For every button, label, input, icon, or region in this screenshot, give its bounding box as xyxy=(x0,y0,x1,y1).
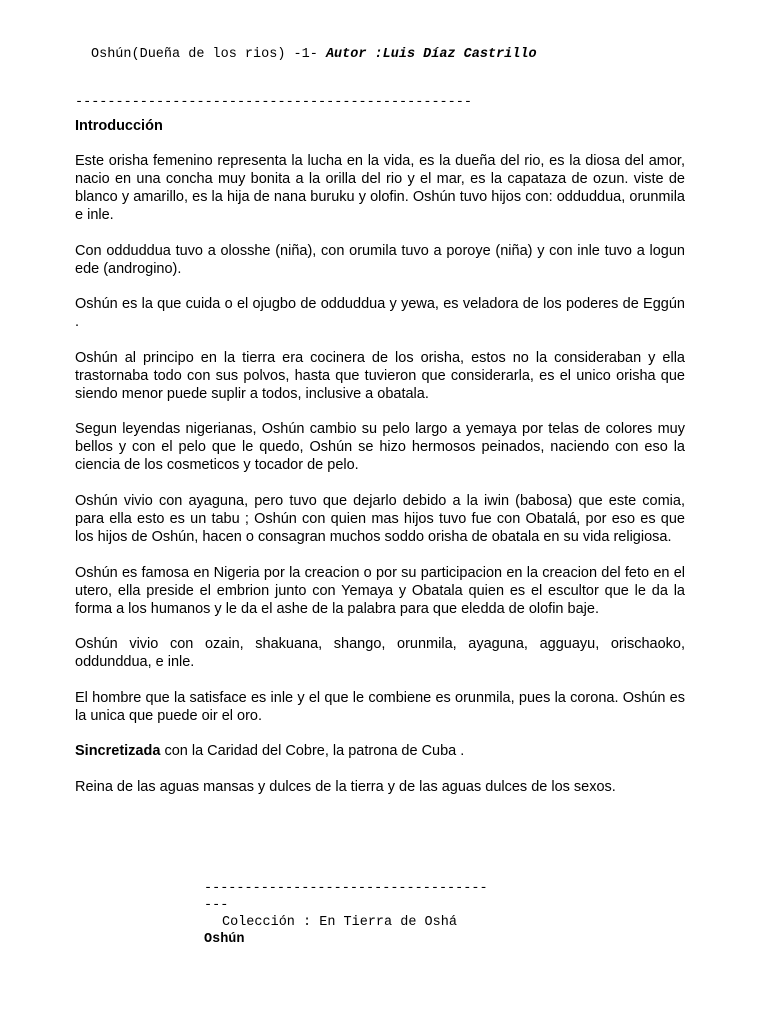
document-body xyxy=(75,117,685,814)
sincretizada-text: con la Caridad del Cobre, la patrona de Cuba . xyxy=(160,743,465,760)
paragraph: Oshún al principo en la tierra era cocinera de los orisha, estos no la consideraban y ella trastornaba todo con sus polvos, hasta que tuvieron que considerarla, es el unico orisha que siendo menor puede suplir a todos, inclusive a obatala. xyxy=(75,349,685,402)
document-header xyxy=(75,45,715,64)
collection-name: Oshún xyxy=(204,932,245,947)
sincretizada-label: Sincretizada xyxy=(75,743,161,760)
paragraph: Este orisha femenino representa la lucha en la vida, es la dueña del rio, es la diosa del amor, nacio en una concha muy bonita a la orilla del rio y el mar, es la capataza de ozun. viste de blanco y amarillo, es la hija de nana buruku y olofin. Oshún tuvo hijos con: odduddua, orunmila e inle. xyxy=(75,153,685,223)
section-heading: Introducción xyxy=(75,118,163,134)
document-title: Oshún(Dueña de los rios) -1- xyxy=(91,47,318,62)
paragraph: Con odduddua tuvo a olosshe (niña), con orumila tuvo a poroye (niña) y con inle tuvo a logun ede (androgino). xyxy=(75,242,685,277)
footer-rule-end: --- xyxy=(204,898,229,913)
paragraph: Oshún es la que cuida o el ojugbo de odduddua y yewa, es veladora de los poderes de Eggún . xyxy=(75,296,685,331)
author-line: Autor :Luis Díaz Castrillo xyxy=(325,47,537,62)
document-footer xyxy=(204,880,488,948)
paragraph: Oshún vivio con ozain, shakuana, shango, orunmila, ayaguna, agguayu, orischaoko, oddunddua, e inle. xyxy=(75,636,685,671)
collection-label: Colección : En Tierra de Oshá xyxy=(222,915,457,930)
sincretizada-paragraph xyxy=(75,742,685,760)
paragraph: Oshún vivio con ayaguna, pero tuvo que dejarlo debido a la iwin (babosa) que este comia, para ella esto es un tabu ; Oshún con quien mas hijos tuvo fue con Obatalá, por eso es que los hijos de Oshún, hacen o consagran muchos soddo orisha de obatala en su vida religiosa. xyxy=(75,492,685,545)
paragraph: Oshún es famosa en Nigeria por la creacion o por su participacion en la creacion del feto en el utero, ella preside el embrion junto con Yemaya y Obatala quien es el escultor que le da la forma a los humanos y le da el ashe de la palabra para que eledda de olofin baje. xyxy=(75,564,685,617)
reina-paragraph: Reina de las aguas mansas y dulces de la tierra y de las aguas dulces de los sexos. xyxy=(75,778,616,795)
paragraph: El hombre que la satisface es inle y el que le combiene es orunmila, pues la corona. Oshún es la unica que puede oir el oro. xyxy=(75,689,685,724)
dashed-rule: ------------------------------------------------- xyxy=(75,95,472,110)
footer-rule: ----------------------------------- xyxy=(204,881,488,896)
paragraph: Segun leyendas nigerianas, Oshún cambio su pelo largo a yemaya por telas de colores muy bellos y con el pelo que le quedo, Oshún se hizo hermosos peinados, naciendo con eso la ciencia de los cosmeticos y tocador de pelo. xyxy=(75,421,685,474)
